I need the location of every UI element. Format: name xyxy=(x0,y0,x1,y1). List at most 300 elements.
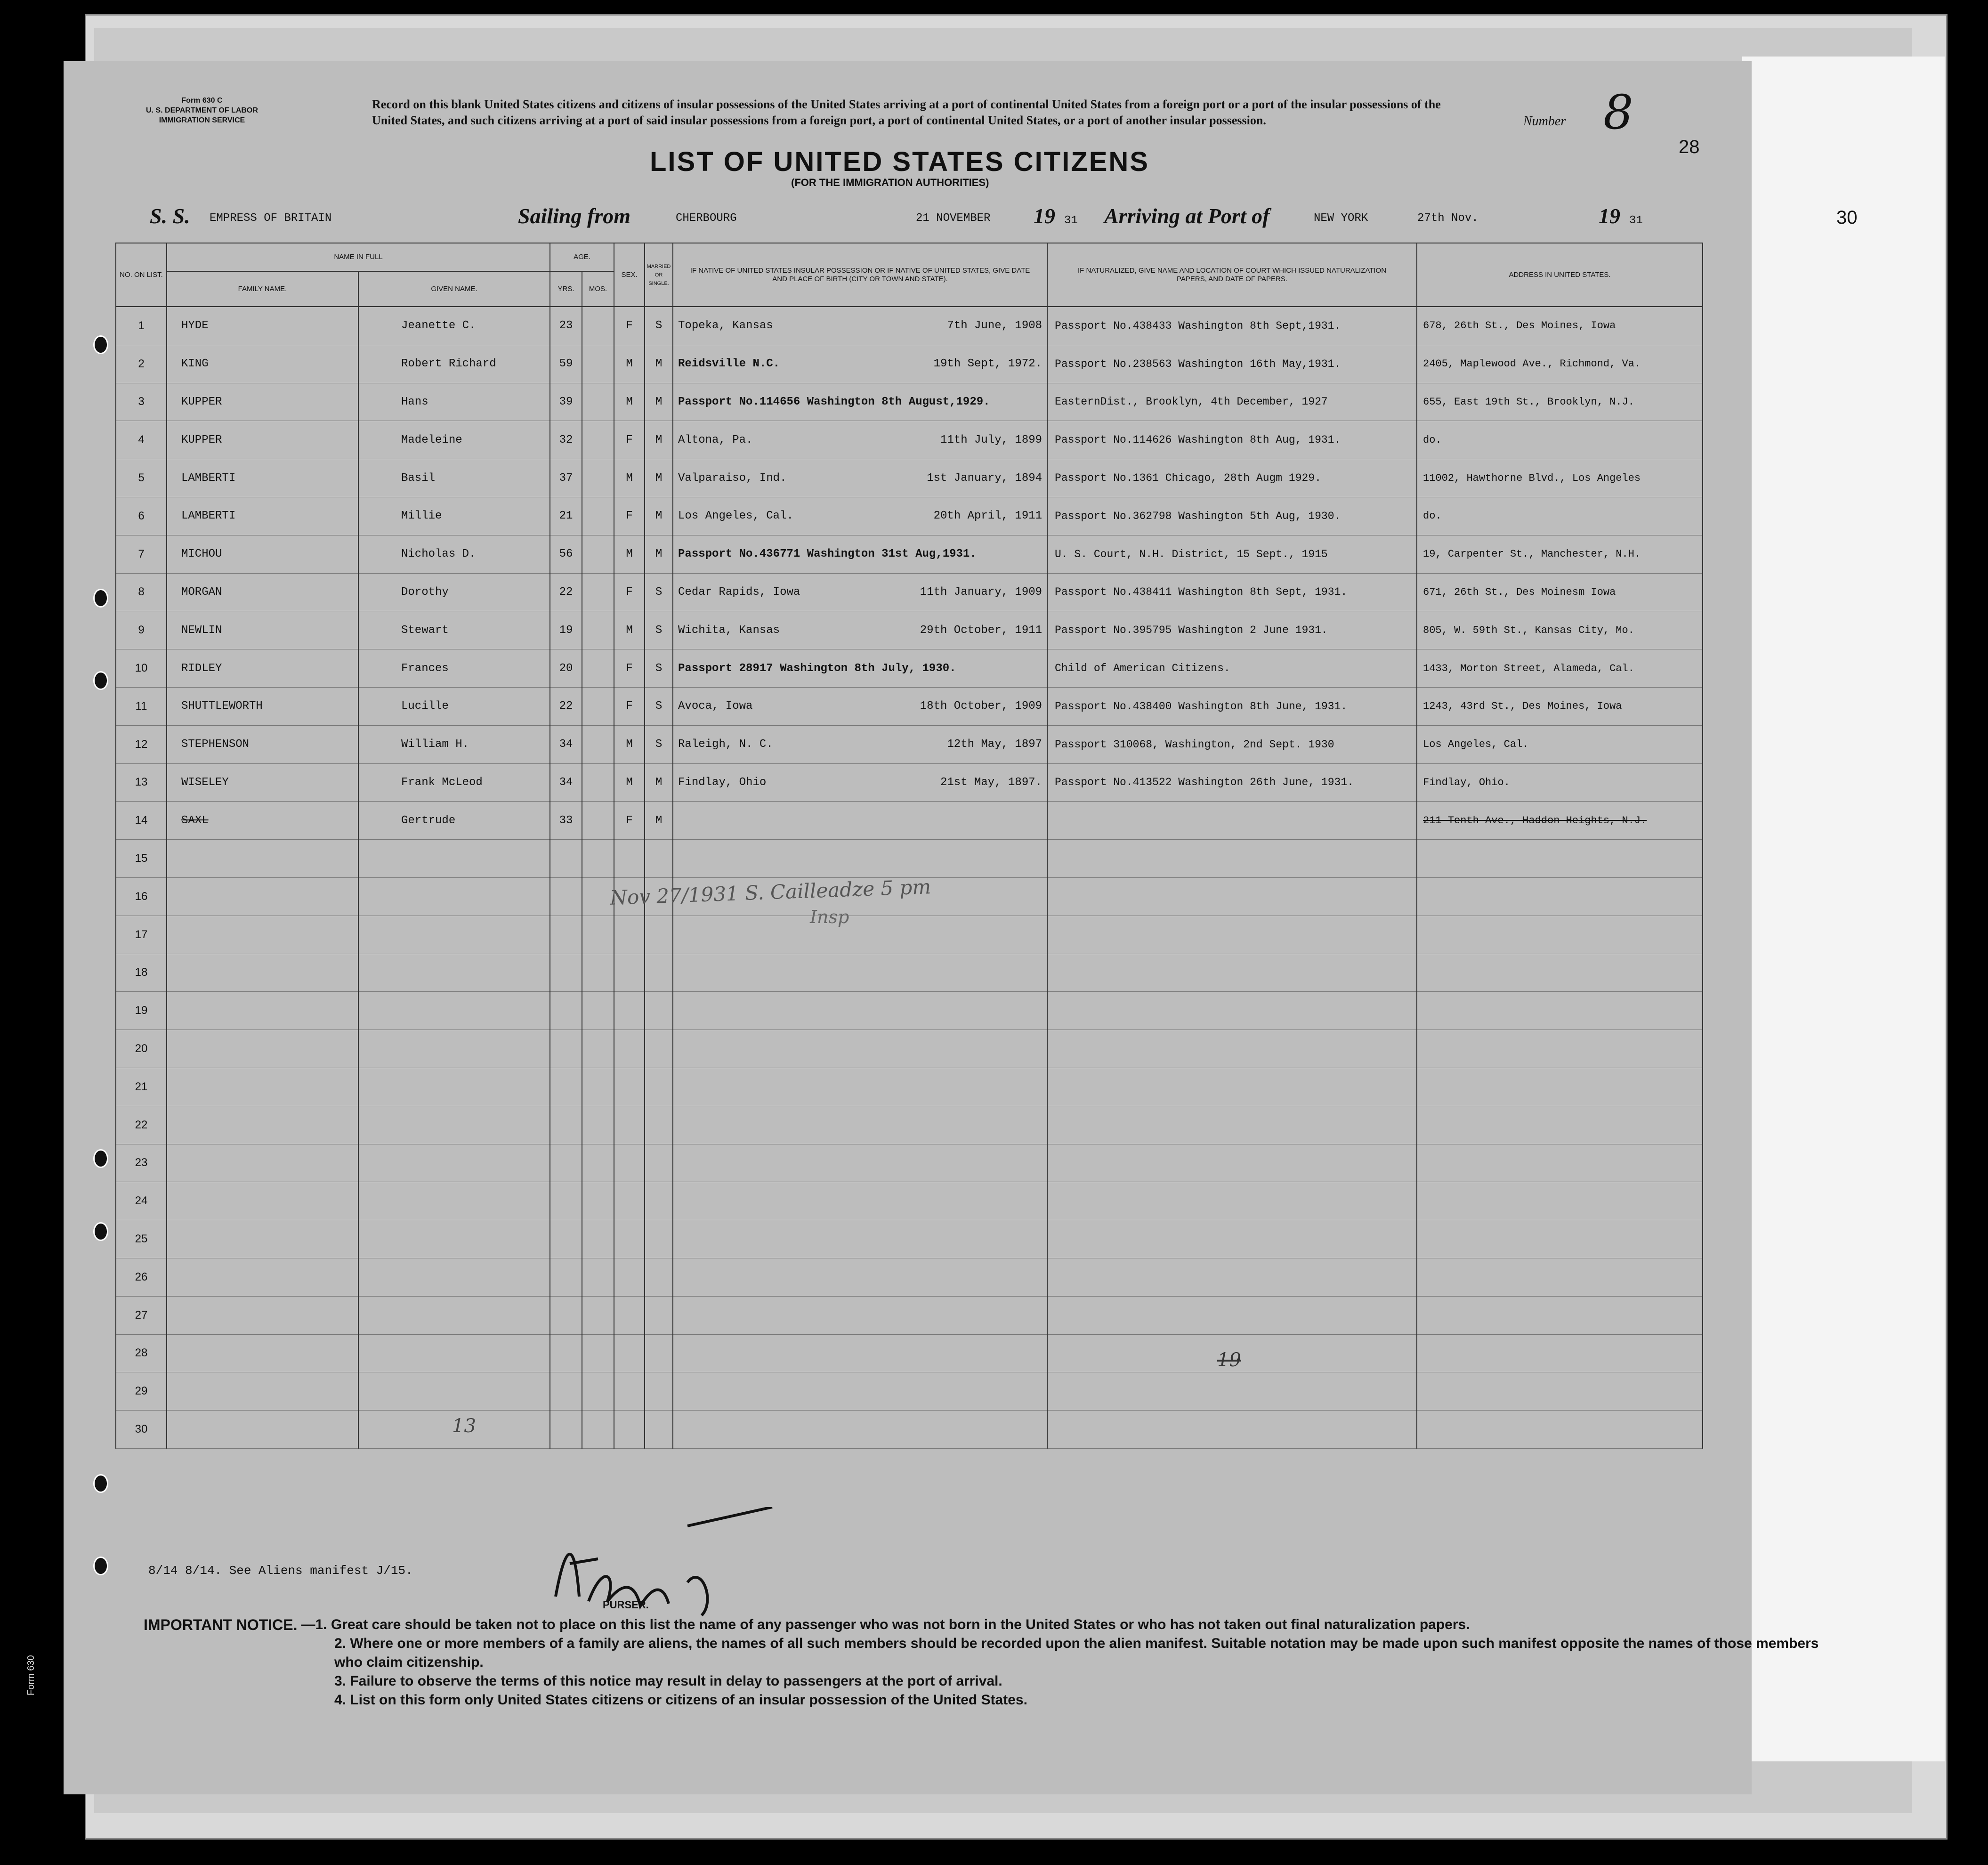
empty-cell xyxy=(167,992,358,1030)
empty-cell xyxy=(550,1296,582,1334)
empty-cell xyxy=(550,1030,582,1068)
birth-date: 21st May, 1897. xyxy=(940,776,1042,789)
empty-cell xyxy=(645,1334,673,1372)
empty-cell xyxy=(645,1030,673,1068)
sex: F xyxy=(614,497,645,535)
stamp-number: 19 xyxy=(1217,1349,1241,1371)
sailing-year-prefix: 19 xyxy=(1034,204,1055,228)
empty-cell xyxy=(1417,916,1703,954)
empty-row xyxy=(116,1144,1703,1182)
age-years: 20 xyxy=(550,649,582,688)
family-name: SHUTTLEWORTH xyxy=(167,687,358,725)
age-years: 23 xyxy=(550,307,582,345)
empty-row xyxy=(116,1334,1703,1372)
marital-status: M xyxy=(645,421,673,459)
empty-cell xyxy=(614,992,645,1030)
us-address: do. xyxy=(1417,421,1703,459)
empty-cell xyxy=(645,1296,673,1334)
table-row xyxy=(116,345,1703,383)
naturalization-info: Passport No.395795 Washington 2 June 1931. xyxy=(1047,611,1417,649)
age-years: 22 xyxy=(550,687,582,725)
empty-cell xyxy=(550,877,582,916)
family-name: STEPHENSON xyxy=(167,725,358,763)
age-months xyxy=(582,687,614,725)
empty-cell xyxy=(1047,916,1417,954)
row-number: 25 xyxy=(116,1220,167,1258)
naturalization-info: U. S. Court, N.H. District, 15 Sept., 1915 xyxy=(1047,535,1417,573)
empty-row xyxy=(116,1220,1703,1258)
birth-info xyxy=(673,763,1047,802)
empty-cell xyxy=(550,1144,582,1182)
us-address: 19, Carpenter St., Manchester, N.H. xyxy=(1417,535,1703,573)
empty-cell xyxy=(1417,1296,1703,1334)
empty-cell xyxy=(673,1258,1047,1296)
row-number: 9 xyxy=(116,611,167,649)
age-years: 22 xyxy=(550,573,582,611)
ship-name: EMPRESS OF BRITAIN xyxy=(210,212,332,225)
birth-date: 29th October, 1911 xyxy=(920,624,1042,637)
naturalization-info: Passport No.438411 Washington 8th Sept, 1931. xyxy=(1047,573,1417,611)
table-row xyxy=(116,687,1703,725)
birth-place: Topeka, Kansas xyxy=(678,319,773,332)
empty-cell xyxy=(673,1106,1047,1144)
given-name: Nicholas D. xyxy=(358,535,550,573)
col-family-name: FAMILY NAME. xyxy=(167,271,358,307)
empty-cell xyxy=(645,1220,673,1258)
empty-cell xyxy=(550,1182,582,1220)
punch-hole xyxy=(93,335,108,354)
empty-cell xyxy=(550,1220,582,1258)
empty-cell xyxy=(673,1411,1047,1449)
punch-hole xyxy=(93,671,108,690)
punch-hole xyxy=(93,1149,108,1168)
empty-cell xyxy=(582,1144,614,1182)
empty-cell xyxy=(1417,1182,1703,1220)
arrival-port: NEW YORK xyxy=(1314,212,1368,225)
birth-place: Wichita, Kansas xyxy=(678,624,780,637)
empty-cell xyxy=(614,1220,645,1258)
empty-cell xyxy=(358,1144,550,1182)
us-address: do. xyxy=(1417,497,1703,535)
col-age: AGE. xyxy=(550,243,614,271)
age-months xyxy=(582,345,614,383)
row-number: 13 xyxy=(116,763,167,802)
birth-info xyxy=(673,345,1047,383)
empty-cell xyxy=(614,1030,645,1068)
us-address: 211 Tenth Ave., Haddon Heights, N.J. xyxy=(1417,802,1703,840)
table-row xyxy=(116,802,1703,840)
naturalization-info: Passport No.238563 Washington 16th May,1931. xyxy=(1047,345,1417,383)
birth-date: 18th October, 1909 xyxy=(920,700,1042,713)
empty-cell xyxy=(1417,992,1703,1030)
empty-cell xyxy=(550,1106,582,1144)
empty-cell xyxy=(1047,1182,1417,1220)
empty-cell xyxy=(1417,1372,1703,1411)
sailing-year: 31 xyxy=(1064,214,1078,227)
empty-cell xyxy=(673,954,1047,992)
adjacent-page xyxy=(1742,57,1945,1761)
age-months xyxy=(582,535,614,573)
sex: M xyxy=(614,725,645,763)
birth-info xyxy=(673,383,1047,421)
empty-cell xyxy=(1417,954,1703,992)
given-name: Hans xyxy=(358,383,550,421)
row-number: 10 xyxy=(116,649,167,688)
inspector-note-sub: Insp xyxy=(810,907,849,927)
empty-cell xyxy=(167,1182,358,1220)
notice-item-2: 2. Where one or more members of a family are aliens, the names of all such members should be recorded upon the alien manifest. Suitable notation may be made upon such manifest opposite the names of those members who claim citizenship. xyxy=(334,1636,1819,1670)
empty-cell xyxy=(1417,1258,1703,1296)
empty-cell xyxy=(582,992,614,1030)
ship-label: S. S. xyxy=(150,204,190,228)
list-number: 8 xyxy=(1603,85,1633,140)
given-name: Frank McLeod xyxy=(358,763,550,802)
empty-cell xyxy=(673,992,1047,1030)
arrival-year-prefix: 19 xyxy=(1599,204,1620,228)
col-name-in-full: NAME IN FULL xyxy=(167,243,550,271)
marital-status: M xyxy=(645,535,673,573)
row-number: 4 xyxy=(116,421,167,459)
empty-cell xyxy=(582,1334,614,1372)
family-name: RIDLEY xyxy=(167,649,358,688)
empty-cell xyxy=(1417,1068,1703,1106)
row-number: 2 xyxy=(116,345,167,383)
family-name: WISELEY xyxy=(167,763,358,802)
naturalization-info xyxy=(1047,802,1417,840)
empty-cell xyxy=(550,992,582,1030)
empty-cell xyxy=(167,840,358,878)
empty-row xyxy=(116,916,1703,954)
family-name: HYDE xyxy=(167,307,358,345)
empty-cell xyxy=(645,1106,673,1144)
row-number: 29 xyxy=(116,1372,167,1411)
birth-date: 20th April, 1911 xyxy=(933,510,1042,523)
row-number: 30 xyxy=(116,1411,167,1449)
sex: M xyxy=(614,345,645,383)
empty-cell xyxy=(1047,877,1417,916)
birth-info xyxy=(673,307,1047,345)
table-row xyxy=(116,725,1703,763)
age-years: 59 xyxy=(550,345,582,383)
empty-cell xyxy=(614,1372,645,1411)
marital-status: S xyxy=(645,307,673,345)
sex: F xyxy=(614,421,645,459)
family-name: KUPPER xyxy=(167,383,358,421)
empty-cell xyxy=(550,840,582,878)
age-months xyxy=(582,497,614,535)
age-months xyxy=(582,725,614,763)
empty-cell xyxy=(1047,840,1417,878)
aliens-manifest-note: 8/14 8/14. See Aliens manifest J/15. xyxy=(148,1564,413,1578)
marital-status: M xyxy=(645,383,673,421)
birth-place: Avoca, Iowa xyxy=(678,700,753,713)
margin-number: 13 xyxy=(452,1415,476,1437)
empty-cell xyxy=(1047,1296,1417,1334)
given-name: Frances xyxy=(358,649,550,688)
marital-status: M xyxy=(645,802,673,840)
given-name: Madeleine xyxy=(358,421,550,459)
naturalization-info: Passport No.114626 Washington 8th Aug, 1931. xyxy=(1047,421,1417,459)
sailing-date: 21 NOVEMBER xyxy=(916,212,991,225)
age-years: 56 xyxy=(550,535,582,573)
age-months xyxy=(582,383,614,421)
empty-cell xyxy=(167,1106,358,1144)
table-row xyxy=(116,573,1703,611)
notice-item-4: 4. List on this form only United States citizens or citizens of an insular possession of the United States. xyxy=(334,1692,1027,1708)
birth-date: 7th June, 1908 xyxy=(947,319,1042,332)
col-birth: IF NATIVE OF UNITED STATES INSULAR POSSESSION OR IF NATIVE OF UNITED STATES, GIVE DATE AND PLACE OF BIRTH (CITY OR TOWN AND STATE). xyxy=(673,243,1047,307)
col-sex: SEX. xyxy=(614,243,645,307)
empty-cell xyxy=(582,1411,614,1449)
empty-row xyxy=(116,1258,1703,1296)
row-number: 7 xyxy=(116,535,167,573)
empty-row xyxy=(116,1030,1703,1068)
empty-row xyxy=(116,954,1703,992)
age-months xyxy=(582,649,614,688)
sex: M xyxy=(614,763,645,802)
empty-cell xyxy=(550,1334,582,1372)
marital-status: M xyxy=(645,459,673,497)
table-row xyxy=(116,383,1703,421)
empty-cell xyxy=(167,877,358,916)
empty-row xyxy=(116,1106,1703,1144)
us-address: 1433, Morton Street, Alameda, Cal. xyxy=(1417,649,1703,688)
empty-cell xyxy=(167,916,358,954)
given-name: Gertrude xyxy=(358,802,550,840)
page-title: LIST OF UNITED STATES CITIZENS xyxy=(650,146,1149,177)
col-given-name: GIVEN NAME. xyxy=(358,271,550,307)
row-number: 11 xyxy=(116,687,167,725)
notice-label: IMPORTANT NOTICE. xyxy=(144,1616,298,1633)
col-mos: MOS. xyxy=(582,271,614,307)
table-row xyxy=(116,763,1703,802)
empty-cell xyxy=(167,954,358,992)
empty-cell xyxy=(358,1258,550,1296)
family-name: KUPPER xyxy=(167,421,358,459)
sex: M xyxy=(614,459,645,497)
us-address: 2405, Maplewood Ave., Richmond, Va. xyxy=(1417,345,1703,383)
empty-cell xyxy=(582,1220,614,1258)
empty-cell xyxy=(673,1372,1047,1411)
row-number: 16 xyxy=(116,877,167,916)
table-row xyxy=(116,611,1703,649)
page-number: 28 xyxy=(1679,137,1700,157)
empty-cell xyxy=(645,1258,673,1296)
empty-cell xyxy=(358,954,550,992)
row-number: 28 xyxy=(116,1334,167,1372)
row-number: 22 xyxy=(116,1106,167,1144)
row-number: 20 xyxy=(116,1030,167,1068)
empty-cell xyxy=(1417,1106,1703,1144)
col-address: ADDRESS IN UNITED STATES. xyxy=(1417,243,1703,307)
us-address: 11002, Hawthorne Blvd., Los Angeles xyxy=(1417,459,1703,497)
empty-cell xyxy=(614,1258,645,1296)
empty-cell xyxy=(1047,1220,1417,1258)
row-number: 19 xyxy=(116,992,167,1030)
birth-date: 11th January, 1909 xyxy=(920,585,1042,599)
empty-cell xyxy=(645,992,673,1030)
marital-status: S xyxy=(645,687,673,725)
empty-cell xyxy=(673,1334,1047,1372)
col-yrs: YRS. xyxy=(550,271,582,307)
birth-place: Passport No.436771 Washington 31st Aug,1931. xyxy=(678,548,977,561)
empty-cell xyxy=(673,916,1047,954)
given-name: William H. xyxy=(358,725,550,763)
empty-cell xyxy=(614,1144,645,1182)
row-number: 12 xyxy=(116,725,167,763)
empty-cell xyxy=(1047,1411,1417,1449)
empty-cell xyxy=(1047,1030,1417,1068)
naturalization-info: EasternDist., Brooklyn, 4th December, 1927 xyxy=(1047,383,1417,421)
empty-cell xyxy=(645,840,673,878)
empty-cell xyxy=(1047,1258,1417,1296)
empty-cell xyxy=(167,1372,358,1411)
empty-row xyxy=(116,840,1703,878)
empty-cell xyxy=(645,1182,673,1220)
birth-info xyxy=(673,611,1047,649)
row-number: 15 xyxy=(116,840,167,878)
family-name: LAMBERTI xyxy=(167,459,358,497)
empty-cell xyxy=(358,1182,550,1220)
birth-date: 11th July, 1899 xyxy=(940,433,1042,446)
birth-place: Cedar Rapids, Iowa xyxy=(678,585,800,599)
empty-cell xyxy=(645,1144,673,1182)
empty-cell xyxy=(582,1106,614,1144)
table-row xyxy=(116,535,1703,573)
row-number: 14 xyxy=(116,802,167,840)
given-name: Lucille xyxy=(358,687,550,725)
row-number: 6 xyxy=(116,497,167,535)
birth-place: Passport 28917 Washington 8th July, 1930. xyxy=(678,662,956,675)
important-notice xyxy=(144,1615,1822,1710)
empty-cell xyxy=(167,1411,358,1449)
empty-cell xyxy=(582,1258,614,1296)
side-form-label: Form 630 xyxy=(26,1655,36,1695)
empty-cell xyxy=(1417,877,1703,916)
notice-item-1: —1. Great care should be taken not to place on this list the name of any passenger who was not born in the United States or who has not taken out final naturalization papers. xyxy=(301,1617,1470,1632)
empty-cell xyxy=(673,840,1047,878)
marital-status: M xyxy=(645,497,673,535)
family-name: MORGAN xyxy=(167,573,358,611)
family-name: LAMBERTI xyxy=(167,497,358,535)
table-row xyxy=(116,459,1703,497)
naturalization-info: Passport No.438400 Washington 8th June, 1931. xyxy=(1047,687,1417,725)
empty-cell xyxy=(645,1411,673,1449)
side-page-number: 30 xyxy=(1836,207,1858,228)
empty-cell xyxy=(1047,954,1417,992)
empty-cell xyxy=(167,1068,358,1106)
row-number: 27 xyxy=(116,1296,167,1334)
birth-info xyxy=(673,802,1047,840)
empty-cell xyxy=(614,1182,645,1220)
row-number: 1 xyxy=(116,307,167,345)
marital-status: S xyxy=(645,611,673,649)
arrival-year: 31 xyxy=(1629,214,1643,227)
birth-info xyxy=(673,535,1047,573)
empty-cell xyxy=(673,1144,1047,1182)
birth-place: Los Angeles, Cal. xyxy=(678,510,793,523)
empty-cell xyxy=(167,1296,358,1334)
empty-cell xyxy=(1047,1372,1417,1411)
empty-cell xyxy=(614,916,645,954)
birth-date: 1st January, 1894 xyxy=(927,471,1042,485)
empty-cell xyxy=(1047,1106,1417,1144)
empty-cell xyxy=(358,1372,550,1411)
empty-cell xyxy=(550,1411,582,1449)
age-years: 33 xyxy=(550,802,582,840)
age-years: 19 xyxy=(550,611,582,649)
age-months xyxy=(582,421,614,459)
number-label: Number xyxy=(1523,114,1566,129)
sex: F xyxy=(614,573,645,611)
empty-cell xyxy=(614,1334,645,1372)
punch-hole xyxy=(93,1557,108,1575)
passenger-table xyxy=(115,243,1703,1449)
birth-place: Reidsville N.C. xyxy=(678,357,780,371)
empty-cell xyxy=(582,1030,614,1068)
purser-label: PURSER. xyxy=(603,1599,649,1611)
empty-cell xyxy=(645,1068,673,1106)
sex: M xyxy=(614,535,645,573)
empty-cell xyxy=(614,954,645,992)
given-name: Basil xyxy=(358,459,550,497)
us-address: 805, W. 59th St., Kansas City, Mo. xyxy=(1417,611,1703,649)
us-address: 655, East 19th St., Brooklyn, N.J. xyxy=(1417,383,1703,421)
naturalization-info: Passport No.362798 Washington 5th Aug, 1930. xyxy=(1047,497,1417,535)
birth-info xyxy=(673,573,1047,611)
empty-cell xyxy=(645,916,673,954)
birth-info xyxy=(673,725,1047,763)
empty-cell xyxy=(358,840,550,878)
given-name: Dorothy xyxy=(358,573,550,611)
birth-date: 19th Sept, 1972. xyxy=(933,357,1042,371)
col-married: MARRIED OR SINGLE. xyxy=(645,243,673,307)
empty-cell xyxy=(1417,1220,1703,1258)
empty-cell xyxy=(358,1030,550,1068)
empty-row xyxy=(116,1411,1703,1449)
given-name: Robert Richard xyxy=(358,345,550,383)
empty-cell xyxy=(1047,1144,1417,1182)
empty-cell xyxy=(582,954,614,992)
form-instruction: Record on this blank United States citizens and citizens of insular possessions of the United States arriving at a port of continental United States from a foreign port or a port of the insular possessions of the United States, and such citizens arriving at a port of said insular possessions from a foreign port, a port of continental United States, or a port of another insular possession. xyxy=(372,97,1441,127)
age-years: 34 xyxy=(550,763,582,802)
empty-cell xyxy=(673,1296,1047,1334)
naturalization-info: Child of American Citizens. xyxy=(1047,649,1417,688)
marital-status: S xyxy=(645,725,673,763)
empty-cell xyxy=(167,1220,358,1258)
family-name: NEWLIN xyxy=(167,611,358,649)
row-number: 17 xyxy=(116,916,167,954)
birth-info xyxy=(673,421,1047,459)
empty-cell xyxy=(1417,1334,1703,1372)
age-years: 37 xyxy=(550,459,582,497)
age-months xyxy=(582,802,614,840)
age-years: 34 xyxy=(550,725,582,763)
marital-status: M xyxy=(645,345,673,383)
empty-cell xyxy=(550,1372,582,1411)
age-years: 39 xyxy=(550,383,582,421)
empty-row xyxy=(116,1068,1703,1106)
row-number: 21 xyxy=(116,1068,167,1106)
empty-cell xyxy=(614,1068,645,1106)
empty-cell xyxy=(614,840,645,878)
age-months xyxy=(582,573,614,611)
empty-cell xyxy=(167,1144,358,1182)
us-address: Los Angeles, Cal. xyxy=(1417,725,1703,763)
family-name: MICHOU xyxy=(167,535,358,573)
family-name: KING xyxy=(167,345,358,383)
empty-cell xyxy=(358,1220,550,1258)
